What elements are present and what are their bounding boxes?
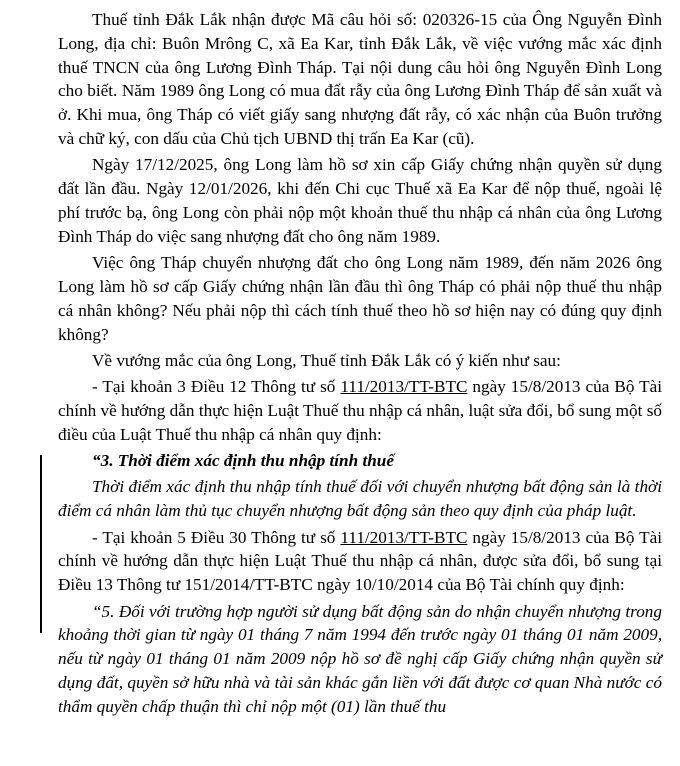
- quoted-paragraph-3-text: Thời điểm xác định thu nhập tính thuế đối với chuyển nhượng bất động sản là thời điểm cá nhân làm thủ tục chuyển nhượng bất động sản theo quy định của pháp luật.: [58, 477, 662, 521]
- document-body: [58, 8, 662, 719]
- citation-2-trail-text: ngày 15/8/2013 của Bộ Tài chính về hướng dẫn thực hiện Luật Thuế thu nhập cá nhân, được sửa đổi, bổ sung tại Điều 13 Thông tư 151/2014/TT-BTC ngày 10/10/2014 của Bộ Tài chính quy định:: [58, 527, 662, 595]
- paragraph-2-text: Ngày 17/12/2025, ông Long làm hồ sơ xin cấp Giấy chứng nhận quyền sử dụng đất lần đầu. Ngày 12/01/2026, khi đến Chi cục Thuế xã Ea Kar để nộp thuế, ngoài lệ phí trước bạ, ông Long còn phải nộp một khoản thuế thu nhập cá nhân của ông Lương Đình Tháp do việc sang nhượng đất cho ông năm 1989.: [58, 155, 662, 246]
- change-bar-margin-rule: [40, 455, 42, 633]
- citation-1-trail-text: ngày 15/8/2013 của Bộ Tài chính về hướng dẫn thực hiện Luật Thuế thu nhập cá nhân, luật sửa đổi, bổ sung một số điều của Luật Thuế thu nhập cá nhân quy định:: [58, 377, 662, 444]
- paragraph-5-citation-1: [58, 375, 662, 446]
- paragraph-3: [58, 251, 662, 346]
- quoted-paragraph-3: [58, 475, 662, 523]
- citation-2-lead-text: - Tại khoản 5 Điều 30 Thông tư số: [92, 527, 341, 547]
- paragraph-1: [58, 8, 662, 151]
- citation-1-lead-text: - Tại khoản 3 Điều 12 Thông tư số: [92, 377, 341, 397]
- paragraph-1-text: Thuế tỉnh Đắk Lắk nhận được Mã câu hỏi số: 020326-15 của Ông Nguyễn Đình Long, địa chỉ: Buôn Mrông C, xã Ea Kar, tỉnh Đắk Lắk, về việc vướng mắc xác định thuế TNCN của ông Lương Đình Tháp. Tại nội dung câu hỏi ông Nguyễn Đình Long cho biết. Năm 1989 ông Long có mua đất rẫy của ông Lương Đình Tháp để sản xuất và ở. Khi mua, ông Tháp có viết giấy sang nhượng đất rẫy, có xác nhận của Buôn trưởng và chữ ký, con dấu của Chủ tịch UBND thị trấn Ea Kar (cũ).: [58, 10, 662, 149]
- quoted-paragraph-5: [58, 600, 662, 719]
- paragraph-6-citation-2: [58, 526, 662, 597]
- quoted-heading-3-text: “3. Thời điểm xác định thu nhập tính thuế: [92, 451, 394, 471]
- paragraph-4-text: Về vướng mắc của ông Long, Thuế tỉnh Đắk Lắk có ý kiến như sau:: [92, 350, 561, 370]
- paragraph-3-text: Việc ông Tháp chuyển nhượng đất cho ông Long năm 1989, đến năm 2026 ông Long làm hồ sơ cấp Giấy chứng nhận lần đầu thì ông Tháp có phải nộp thuế thu nhập cá nhân không? Nếu phải nộp thì cách tính thuế theo hồ sơ hiện nay có đúng quy định không?: [58, 253, 662, 344]
- paragraph-2: [58, 153, 662, 248]
- circular-reference-link-2[interactable]: 111/2013/TT-BTC: [340, 527, 468, 547]
- quoted-paragraph-5-text: “5. Đối với trường hợp người sử dụng bất động sản do nhận chuyển nhượng trong khoảng thời gian từ ngày 01 tháng 7 năm 1994 đến trước ngày 01 tháng 01 năm 2009, nếu từ ngày 01 tháng 01 năm 2009 nộp hồ sơ đề nghị cấp Giấy chứng nhận quyền sử dụng đất, quyền sở hữu nhà và tài sản khác gắn liền với đất được cơ quan Nhà nước có thẩm quyền chấp thuận thì chỉ nộp một (01) lần thuế thu: [58, 601, 662, 716]
- paragraph-4: [58, 349, 662, 373]
- quoted-heading-3: [58, 449, 662, 473]
- circular-reference-link-1[interactable]: 111/2013/TT-BTC: [340, 377, 468, 397]
